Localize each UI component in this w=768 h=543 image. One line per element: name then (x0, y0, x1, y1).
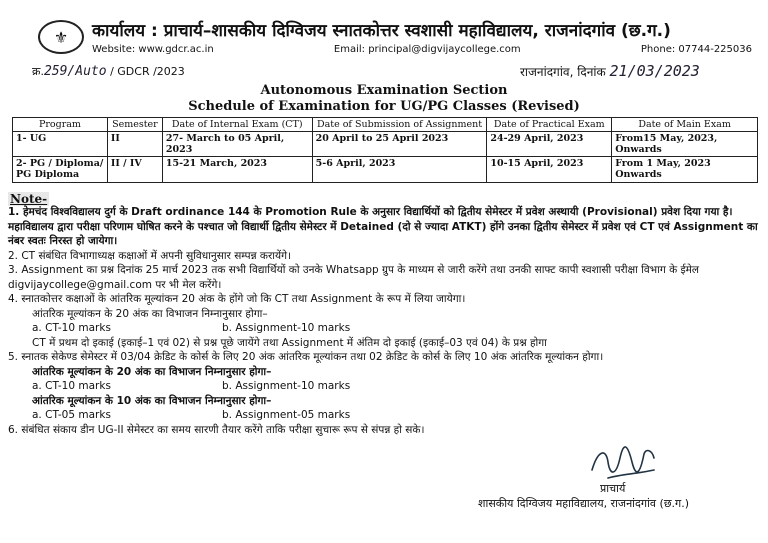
header-semester: Semester (107, 118, 162, 132)
reference-handwritten: 259/Auto (43, 64, 107, 79)
note-5-assignment-10: b. Assignment-10 marks (222, 380, 351, 392)
cell-assignment: 5-6 April, 2023 (312, 157, 487, 183)
principal-signature (588, 440, 658, 484)
table-header-row (13, 118, 758, 132)
note-5-assignment-05: b. Assignment-05 marks (222, 409, 351, 421)
cell-program: 2- PG / Diploma/ PG Diploma (13, 157, 108, 183)
cell-assignment: 20 April to 25 April 2023 (312, 132, 487, 157)
header-assignment: Date of Submission of Assignment (312, 118, 487, 132)
note-5-split-10 (8, 408, 760, 423)
cell-semester: II / IV (107, 157, 162, 183)
note-4: 4. स्नातकोत्तर कक्षाओं के आंतरिक मूल्यांकन 20 अंक के होंगे जो कि CT तथा Assignment के रूप में लिया जायेगा। (8, 293, 466, 305)
note-5-subheading-20: आंतरिक मूल्यांकन के 20 अंक का विभाजन निम्नानुसार होगा– (32, 365, 272, 378)
note-label: Note- (10, 192, 48, 206)
note-4-ct: a. CT-10 marks (32, 322, 111, 334)
office-title: कार्यालय : प्राचार्य–शासकीय दिग्विजय स्नातकोत्तर स्वशासी महाविद्यालय, राजनांदगांव (छ.ग.) (92, 21, 671, 41)
note-4-split (8, 321, 760, 336)
note-5: 5. स्नातक सेकेण्ड सेमेस्टर में 03/04 क्रेडिट के कोर्स के लिए 20 अंक आंतरिक मूल्यांकन तथा 02 क्रेडिट के कोर्स के लिए 10 अंक आंतरिक मूल्यांकन होगा। (8, 351, 604, 363)
section-title: Autonomous Examination Section (260, 83, 508, 98)
cell-main-exam: From15 May, 2023, Onwards (612, 132, 758, 157)
cell-internal-exam: 15-21 March, 2023 (162, 157, 312, 183)
table-row (13, 132, 758, 157)
cell-semester: II (107, 132, 162, 157)
date-handwritten: 21/03/2023 (609, 62, 700, 80)
header-program: Program (13, 118, 108, 132)
website-text: Website: www.gdcr.ac.in (92, 44, 214, 55)
cell-internal-exam: 27- March to 05 April, 2023 (162, 132, 312, 157)
cell-program: 1- UG (13, 132, 108, 157)
note-5-ct-10: a. CT-10 marks (32, 380, 111, 392)
note-1: 1. हेमचंद विश्वविद्यालय दुर्ग के Draft ordinance 144 के Promotion Rule के अनुसार विद्यार्थियों को द्वितीय सेमेस्टर में प्रवेश अस्थायी (Provisional) प्रवेश दिया गया है। महाविद्यालय द्वारा परीक्षा परिणाम घोषित करने के पश्चात जो विद्यार्थी द्वितीय सेमेस्टर में Detained (दो से ज्यादा ATKT) होंगे उनका द्वितीय सेमेस्टर में प्रवेश एवं CT एवं Assignment का नंबर स्वतः निरस्त हो जायेगा। (8, 206, 758, 247)
note-2: 2. CT संबंधित विभागाध्यक्ष कक्षाओं में अपनी सुविधानुसार सम्पन्न करायेंगे। (8, 249, 291, 262)
note-4-ct-detail: CT में प्रथम दो इकाई (इकाई–1 एवं 02) से प्रश्न पूछे जायेंगे तथा Assignment में अंतिम दो इकाई (इकाई–03 एवं 04) के प्रश्न होगा (32, 336, 547, 349)
reference-number (32, 64, 185, 79)
signer-designation: प्राचार्य (600, 482, 626, 495)
note-5-ct-05: a. CT-05 marks (32, 409, 111, 421)
header-practical: Date of Practical Exam (487, 118, 612, 132)
table-row (13, 157, 758, 183)
cell-practical: 24-29 April, 2023 (487, 132, 612, 157)
note-5-subheading-10: आंतरिक मूल्यांकन के 10 अंक का विभाजन निम्नानुसार होगा– (32, 394, 272, 407)
cell-practical: 10-15 April, 2023 (487, 157, 612, 183)
schedule-title: Schedule of Examination for UG/PG Classes (Revised) (188, 99, 580, 114)
note-4-assignment: b. Assignment-10 marks (222, 322, 351, 334)
phone-text: Phone: 07744-225036 (640, 44, 752, 55)
header-internal-exam: Date of Internal Exam (CT) (162, 118, 312, 132)
schedule-table (12, 117, 758, 183)
cell-main-exam: From 1 May, 2023 Onwards (612, 157, 758, 183)
notes-list (8, 205, 760, 437)
date-prefix: राजनांदगांव, दिनांक (520, 65, 606, 79)
reference-prefix: क्र. (32, 65, 44, 78)
reference-suffix: / GDCR /2023 (110, 65, 185, 78)
note-4-subheading: आंतरिक मूल्यांकन के 20 अंक का विभाजन निम्नानुसार होगा– (32, 307, 268, 320)
note-5-split-20 (8, 379, 760, 394)
note-3: 3. Assignment का प्रश्न दिनांक 25 मार्च 2023 तक सभी विद्यार्थियों को उनके Whatsapp ग्रुप के माध्यम से जारी करेंगे तथा उनकी साफ्ट कापी स्वशासी परीक्षा विभाग के ईमेल digvijaycollege@gmail.com पर भी मेल करेंगे। (8, 264, 700, 291)
contact-line (92, 44, 752, 55)
note-6: 6. संबंधित संकाय डीन UG-II सेमेस्टर का समय सारणी तैयार करेंगे ताकि परीक्षा सुचारू रूप से संपन्न हो सके। (8, 423, 425, 436)
header-main-exam: Date of Main Exam (612, 118, 758, 132)
college-logo-emblem: ⚜ (38, 20, 84, 54)
email-text: Email: principal@digvijaycollege.com (333, 44, 521, 55)
letter-date (520, 62, 700, 80)
signer-organization: शासकीय दिग्विजय महाविद्यालय, राजनांदगांव (छ.ग.) (478, 497, 690, 510)
